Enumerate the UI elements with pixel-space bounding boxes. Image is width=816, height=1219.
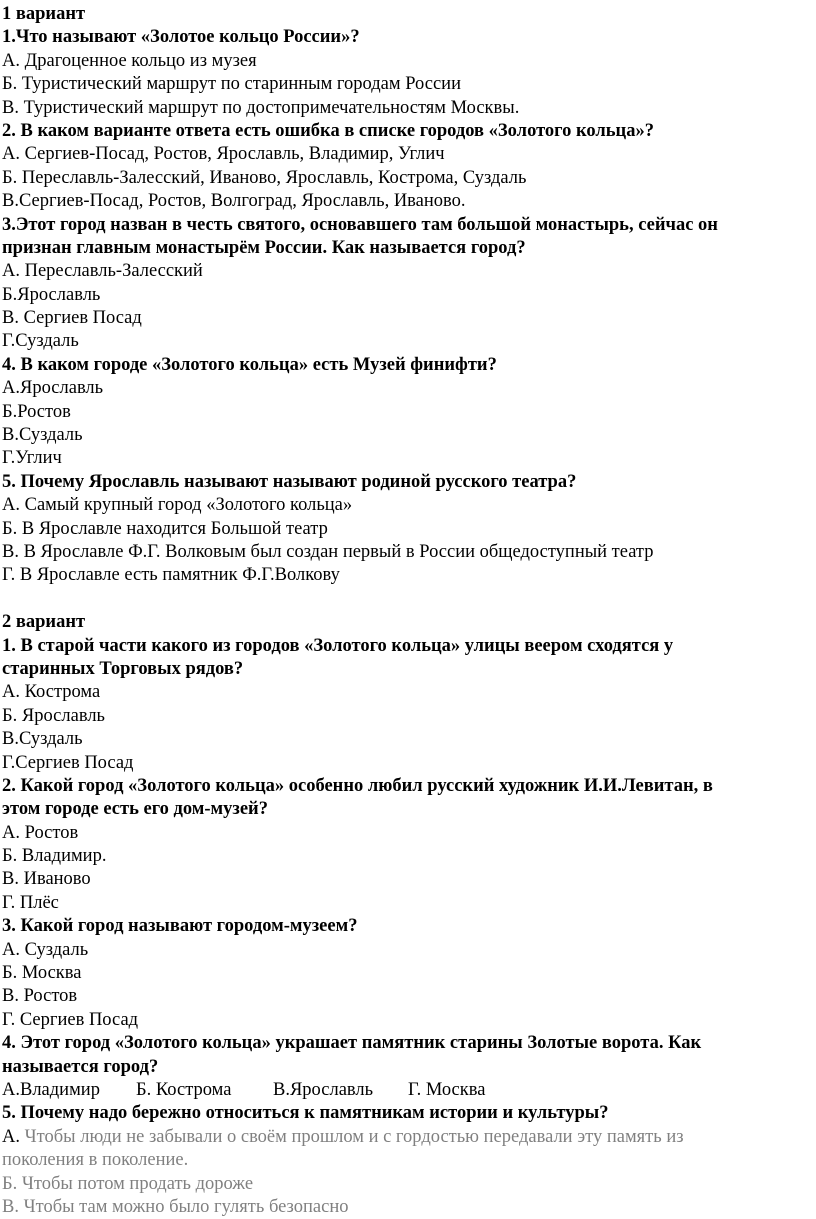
v1-q3-question-line1: 3.Этот город назван в честь святого, основавшего там большой монастырь, сейчас он	[2, 214, 718, 235]
v1-q4-option-a: А.Ярославль	[2, 378, 104, 399]
v2-q2-question-line1: 2. Какой город «Золотого кольца» особенно любил русский художник И.И.Левитан, в	[2, 775, 713, 796]
v2-q5-option-a	[2, 1126, 814, 1149]
v1-q4-question: 4. В каком городе «Золотого кольца» есть Музей финифти?	[2, 354, 497, 375]
v1-q5-option-b: Б. В Ярославле находится Большой театр	[2, 518, 328, 539]
v2-q4-option-a: А.Владимир	[2, 1079, 100, 1100]
v1-q2-option-c: В.Сергиев-Посад, Ростов, Волгоград, Ярославль, Иваново.	[2, 191, 466, 212]
v2-q1-question-line1: 1. В старой части какого из городов «Золотого кольца» улицы веером сходятся у	[2, 635, 674, 656]
v1-q2-option-a: А. Сергиев-Посад, Ростов, Ярославль, Владимир, Углич	[2, 144, 445, 165]
v2-q4-options-row	[2, 1079, 814, 1102]
v2-q1-question-line2: старинных Торговых рядов?	[2, 658, 244, 679]
v2-q4-option-b: Б. Кострома	[136, 1079, 232, 1100]
v2-q5-option-a-text: Чтобы люди не забывали о своём прошлом и с гордостью передавали эту память из	[20, 1126, 684, 1147]
v1-q3-question-line2: признан главным монастырём России. Как называется город?	[2, 237, 526, 258]
v2-q5-option-b: Б. Чтобы потом продать дороже	[2, 1173, 254, 1194]
v1-q4-option-b: Б.Ростов	[2, 401, 71, 422]
document-page	[2, 3, 814, 1219]
v1-q1-option-b: Б. Туристический маршрут по старинным городам России	[2, 74, 461, 95]
v1-q5-question: 5. Почему Ярославль называют называют родиной русского театра?	[2, 471, 577, 492]
v1-q5-option-d: Г. В Ярославле есть памятник Ф.Г.Волкову	[2, 565, 340, 586]
v2-q5-option-a-continuation: поколения в поколение.	[2, 1150, 189, 1171]
v1-q4-option-c: В.Суздаль	[2, 425, 83, 446]
v2-q3-option-a: А. Суздаль	[2, 939, 89, 960]
v2-q1-option-c: В.Суздаль	[2, 729, 83, 750]
v1-q1-question: 1.Что называют «Золотое кольцо России»?	[2, 27, 360, 48]
v2-q4-question-line1: 4. Этот город «Золотого кольца» украшает памятник старины Золотые ворота. Как	[2, 1033, 702, 1054]
v2-q3-option-c: В. Ростов	[2, 986, 78, 1007]
v1-q3-option-b: Б.Ярославль	[2, 284, 101, 305]
v2-q3-question: 3. Какой город называют городом-музеем?	[2, 916, 358, 937]
v2-q4-option-c: В.Ярославль	[273, 1079, 374, 1100]
v2-q4-question-line2: называется город?	[2, 1056, 159, 1077]
v2-q1-option-d: Г.Сергиев Посад	[2, 752, 134, 773]
v2-q2-option-a: А. Ростов	[2, 822, 79, 843]
v1-q5-option-c: В. В Ярославле Ф.Г. Волковым был создан первый в России общедоступный театр	[2, 541, 654, 562]
section-spacer	[2, 588, 814, 611]
v2-q5-option-a-letter: А.	[2, 1126, 20, 1147]
v2-q5-option-c: В. Чтобы там можно было гулять безопасно	[2, 1196, 349, 1217]
v2-q2-question-line2: этом городе есть его дом-музей?	[2, 799, 268, 820]
v1-q2-question: 2. В каком варианте ответа есть ошибка в списке городов «Золотого кольца»?	[2, 120, 654, 141]
v1-q2-option-b: Б. Переславль-Залесский, Иваново, Ярославль, Кострома, Суздаль	[2, 167, 527, 188]
variant1-title: 1 вариант	[2, 4, 86, 24]
v1-q3-option-a: А. Переславль-Залесский	[2, 261, 203, 282]
v2-q2-option-b: Б. Владимир.	[2, 846, 107, 867]
v2-q2-option-d: Г. Плёс	[2, 892, 59, 913]
v2-q5-question: 5. Почему надо бережно относиться к памятникам истории и культуры?	[2, 1103, 609, 1124]
v2-q1-option-b: Б. Ярославль	[2, 705, 105, 726]
v2-q3-option-d: Г. Сергиев Посад	[2, 1009, 139, 1030]
v2-q1-option-a: А. Кострома	[2, 682, 101, 703]
v1-q3-option-d: Г.Суздаль	[2, 331, 79, 352]
v1-q4-option-d: Г.Углич	[2, 448, 62, 469]
v1-q1-option-a: А. Драгоценное кольцо из музея	[2, 50, 257, 71]
v2-q3-option-b: Б. Москва	[2, 963, 82, 984]
v1-q5-option-a: А. Самый крупный город «Золотого кольца»	[2, 495, 353, 516]
v1-q1-option-c: В. Туристический маршрут по достопримечательностям Москвы.	[2, 97, 520, 118]
v2-q4-option-d: Г. Москва	[408, 1079, 486, 1100]
v1-q3-option-c: В. Сергиев Посад	[2, 308, 142, 329]
v2-q2-option-c: В. Иваново	[2, 869, 91, 890]
variant2-title: 2 вариант	[2, 612, 86, 633]
